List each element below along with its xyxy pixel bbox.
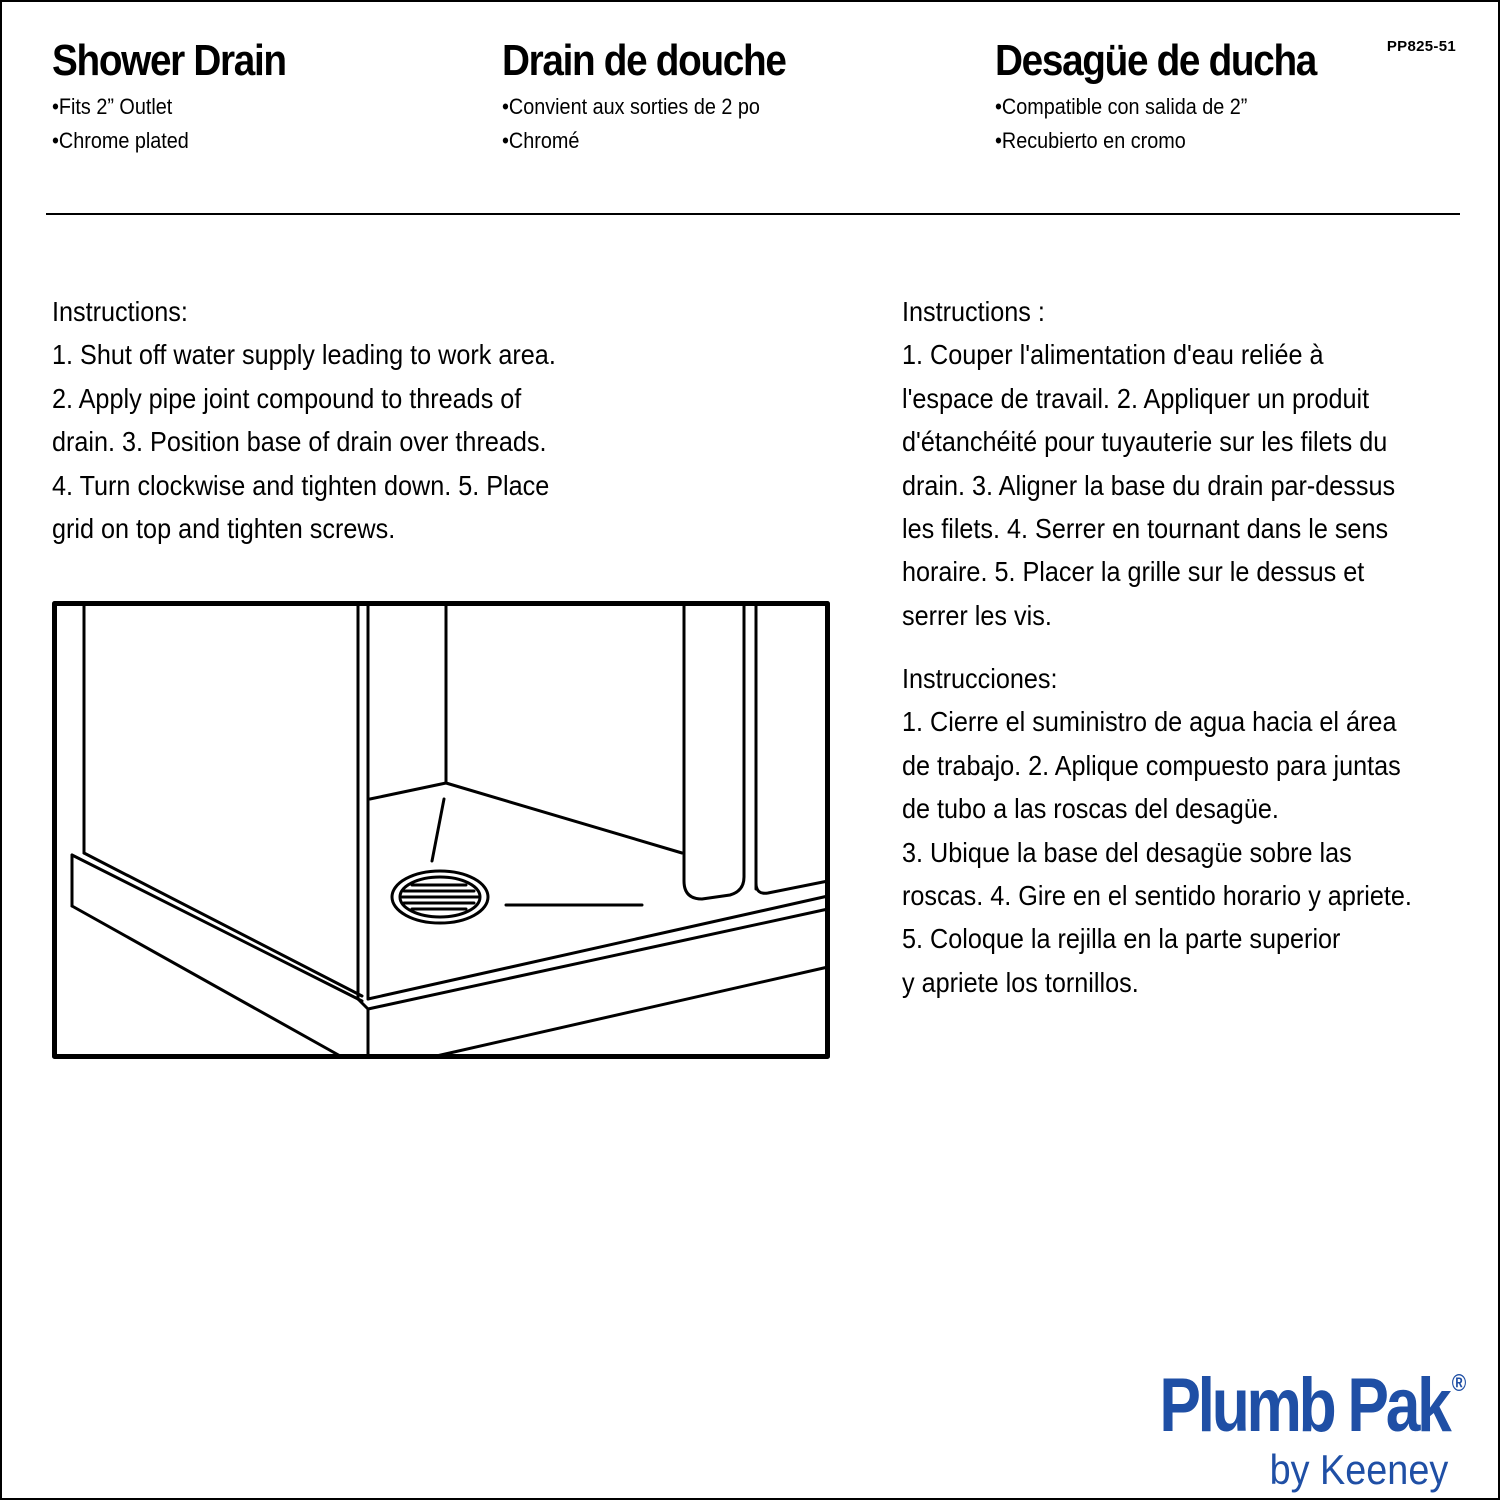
header-divider <box>46 213 1460 215</box>
instruction-line: de tubo a las roscas del desagüe. <box>902 793 1279 825</box>
instruction-line: serrer les vis. <box>902 599 1052 631</box>
feature-item: • Convient aux sorties de 2 po <box>502 90 792 124</box>
instruction-line: Instructions : <box>902 296 1045 327</box>
instruction-line: drain. 3. Position base of drain over threads. <box>52 426 547 458</box>
feature-item: • Recubierto en cromo <box>995 124 1323 158</box>
instruction-line: 1. Cierre el suministro de agua hacia el área <box>902 706 1397 738</box>
instruction-line: 1. Shut off water supply leading to work area. <box>52 339 556 371</box>
brand-logo <box>1092 1344 1466 1494</box>
instructions-english <box>52 290 612 550</box>
logo-brand-wordmark: Plumb Pak ® <box>1159 1363 1466 1448</box>
instruction-line: de trabajo. 2. Aplique compuesto para juntas <box>902 749 1401 781</box>
feature-item: • Chrome plated <box>52 124 291 158</box>
features-spanish <box>995 90 1360 158</box>
title-english: Shower Drain <box>52 36 286 85</box>
instruction-line: Instrucciones: <box>902 663 1058 694</box>
feature-item: • Fits 2” Outlet <box>52 90 291 124</box>
features-french <box>502 90 824 158</box>
instruction-line: l'espace de travail. 2. Appliquer un produit <box>902 382 1370 414</box>
instruction-line: d'étanchéité pour tuyauterie sur les filets du <box>902 426 1388 458</box>
title-french: Drain de douche <box>502 36 786 85</box>
instructions-french <box>902 290 1450 637</box>
instruction-line: 1. Couper l'alimentation d'eau reliée à <box>902 339 1324 371</box>
instruction-line: les filets. 4. Serrer en tournant dans le sens <box>902 513 1389 545</box>
features-english <box>52 90 318 158</box>
instruction-line: horaire. 5. Placer la grille sur le dessus et <box>902 556 1365 588</box>
header-spanish <box>995 36 1360 158</box>
feature-item: • Chromé <box>502 124 792 158</box>
instruction-line: 4. Turn clockwise and tighten down. 5. Place <box>52 469 550 501</box>
instructions-spanish <box>902 657 1469 1004</box>
feature-item: • Compatible con salida de 2” <box>995 90 1323 124</box>
logo-subtitle: by Keeney <box>1269 1446 1448 1493</box>
instruction-line: grid on top and tighten screws. <box>52 513 396 545</box>
shower-stall-drain-illustration <box>52 601 830 1059</box>
instruction-line: Instructions: <box>52 296 188 327</box>
product-sku: PP825-51 <box>1386 38 1456 55</box>
instruction-line: drain. 3. Aligner la base du drain par-dessus <box>902 469 1396 501</box>
instruction-line: y apriete los tornillos. <box>902 966 1139 998</box>
instruction-line: roscas. 4. Gire en el sentido horario y apriete. <box>902 880 1412 912</box>
title-spanish: Desagüe de ducha <box>995 36 1317 85</box>
header-french <box>502 36 824 158</box>
instruction-line: 5. Coloque la rejilla en la parte superior <box>902 923 1341 955</box>
header-english <box>52 36 318 158</box>
instruction-line: 2. Apply pipe joint compound to threads of <box>52 382 522 414</box>
instruction-line: 3. Ubique la base del desagüe sobre las <box>902 836 1352 868</box>
